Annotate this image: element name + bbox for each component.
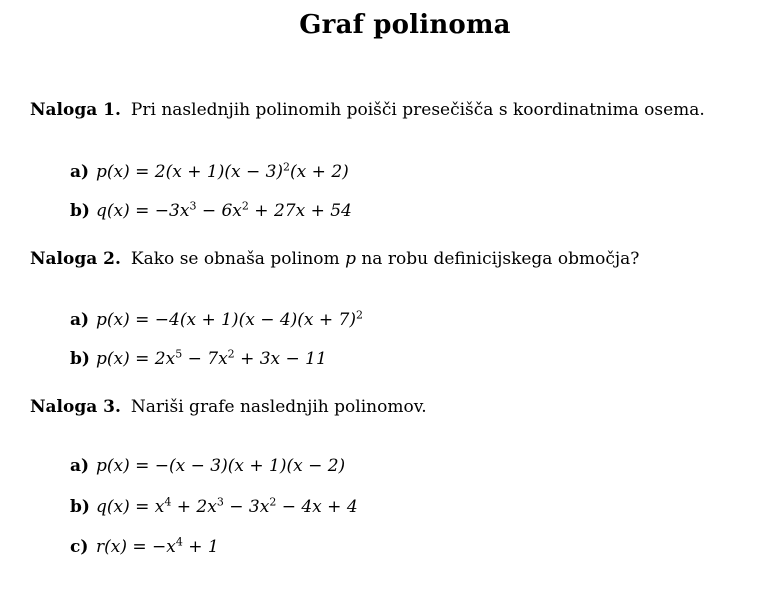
task-2-item-a — [70, 308, 363, 330]
item-mark: a) — [70, 309, 90, 330]
polynomial-expression: $q(x) = x^4 + 2x^3 - 3x^2 - 4x + 4$ — [96, 495, 358, 517]
item-mark: b) — [70, 200, 90, 221]
polynomial-expression: $r(x) = -x^4 + 1$ — [96, 535, 219, 557]
polynomial-expression: $q(x) = -3x^3 - 6x^2 + 27x + 54$ — [96, 199, 352, 221]
task-3-item-b — [70, 495, 358, 517]
task-2-label: Naloga 2. — [30, 249, 121, 269]
task-2-heading — [30, 249, 639, 269]
polynomial-expression: $p(x) = -4(x + 1)(x - 4)(x + 7)^2$ — [96, 308, 364, 330]
task-3-label: Naloga 3. — [30, 397, 121, 417]
item-mark: b) — [70, 496, 90, 517]
page-title: Graf polinoma — [299, 10, 511, 40]
task-2-text-after: na robu definicijskega območja? — [361, 249, 640, 269]
task-2-variable: p — [345, 249, 356, 269]
task-2-text-before: Kako se obnaša polinom — [130, 249, 340, 269]
item-mark: b) — [70, 348, 90, 369]
task-2-item-b — [70, 347, 327, 369]
task-1-heading — [30, 100, 705, 120]
polynomial-expression: p(x) = −(x − 3)(x + 1)(x − 2) — [96, 456, 346, 476]
item-mark: c) — [70, 536, 89, 557]
task-1-item-a — [70, 160, 349, 182]
item-mark: a) — [70, 456, 90, 476]
polynomial-expression: $p(x) = 2x^5 - 7x^2 + 3x - 11$ — [96, 347, 327, 369]
task-1-text: Pri naslednjih polinomih poišči presečišča s koordinatnima osema. — [130, 100, 705, 120]
task-1-item-b — [70, 199, 352, 221]
task-3-item-a — [70, 456, 345, 476]
task-3-text: Nariši grafe naslednjih polinomov. — [130, 397, 427, 417]
task-3-heading — [30, 397, 427, 417]
polynomial-expression: $p(x) = 2(x + 1)(x - 3)^2(x + 2)$ — [96, 160, 349, 182]
item-mark: a) — [70, 161, 90, 182]
task-1-label: Naloga 1. — [30, 100, 121, 120]
task-3-item-c — [70, 535, 219, 557]
